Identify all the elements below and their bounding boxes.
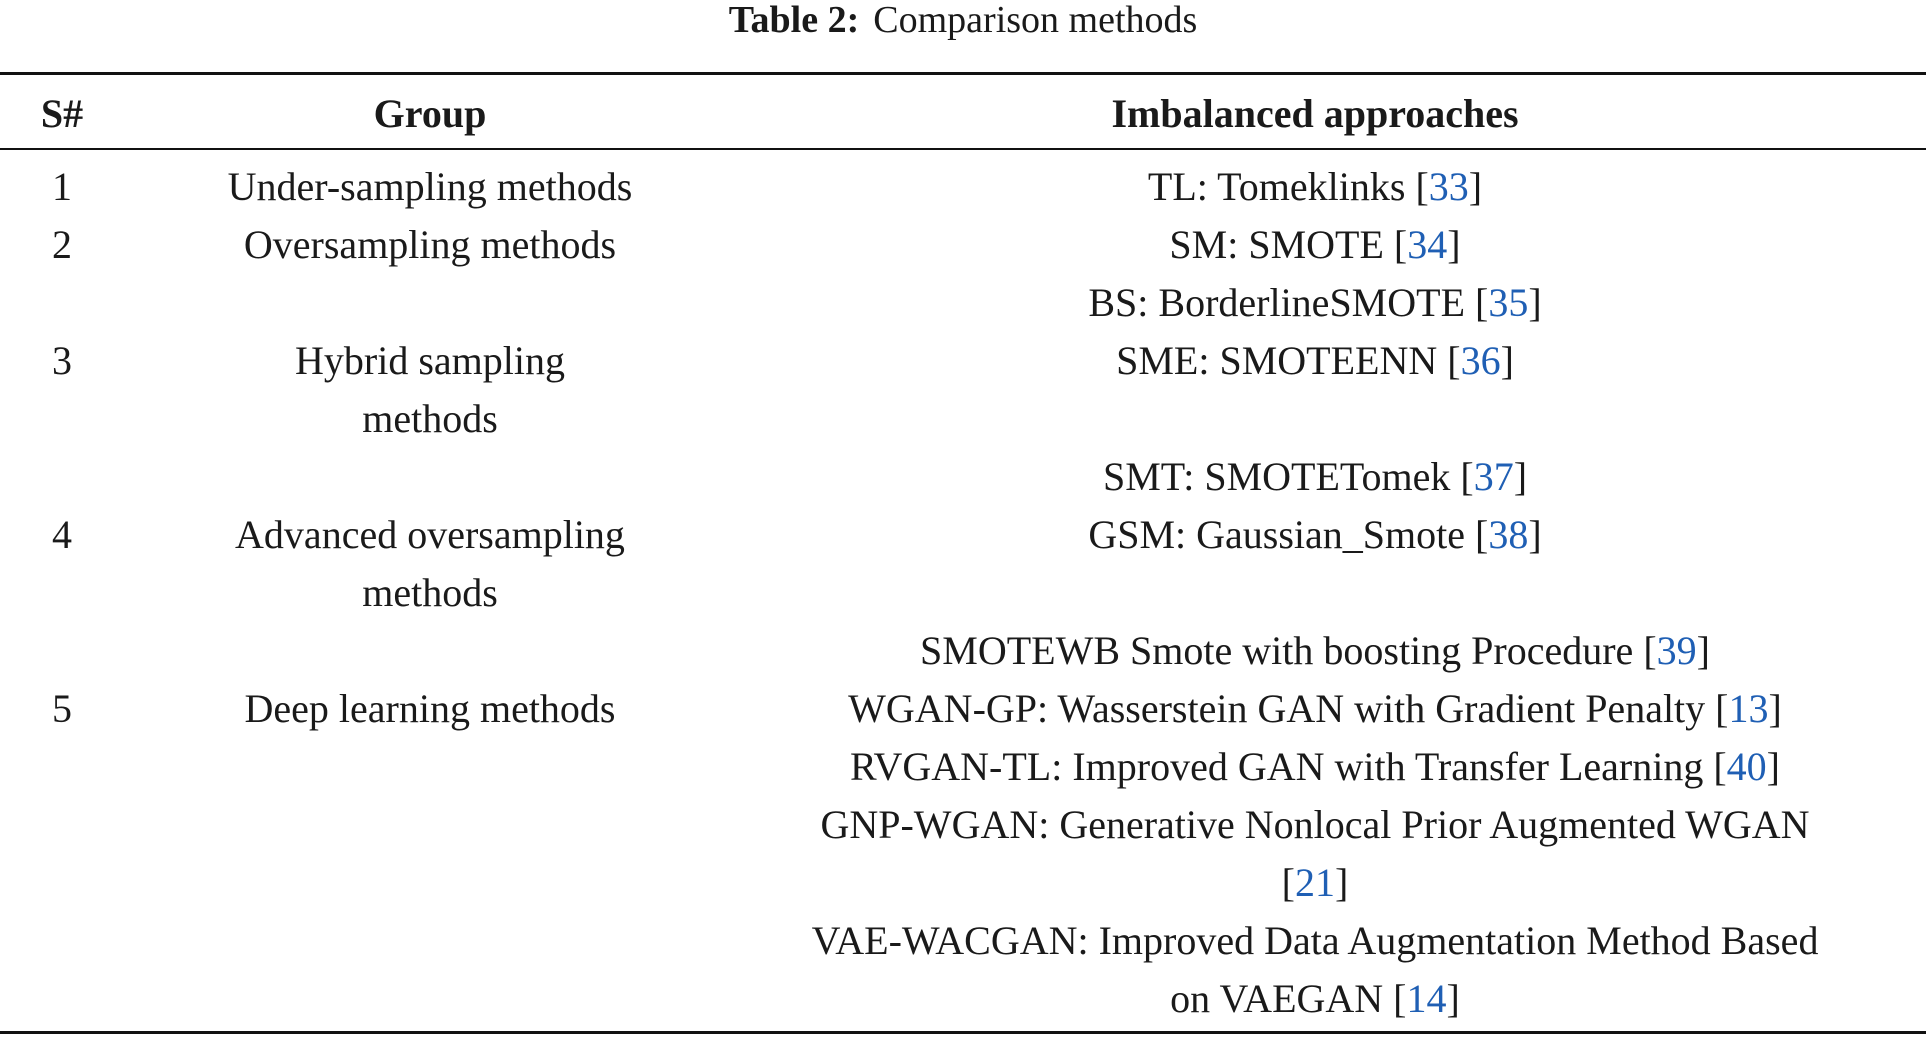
row-3-group-line2: methods bbox=[362, 396, 498, 441]
approach-bracket: ] bbox=[1468, 164, 1483, 209]
approach-smt bbox=[720, 448, 1910, 506]
approach-bs bbox=[720, 274, 1910, 332]
citation-link[interactable]: 33 bbox=[1428, 164, 1469, 209]
citation-link[interactable]: 40 bbox=[1726, 744, 1767, 789]
row-2-sn: 2 bbox=[52, 222, 72, 267]
row-5-group: Deep learning methods bbox=[244, 686, 616, 731]
approach-bracket: ] bbox=[1528, 512, 1542, 557]
row-1-sn: 1 bbox=[52, 164, 72, 209]
row-4-group-line1: Advanced oversampling bbox=[235, 512, 625, 557]
approach-bracket: ] bbox=[1335, 860, 1349, 905]
citation-link[interactable]: 38 bbox=[1488, 512, 1529, 557]
approach-text: GSM: Gaussian_Smote [ bbox=[1088, 512, 1489, 557]
caption-label: Table 2: bbox=[728, 0, 860, 41]
citation-link[interactable]: 21 bbox=[1295, 860, 1335, 905]
approach-text: SMOTEWB Smote with boosting Procedure [ bbox=[920, 628, 1657, 673]
citation-link[interactable]: 34 bbox=[1407, 222, 1448, 267]
approach-tl bbox=[720, 158, 1910, 216]
citation-link[interactable]: 37 bbox=[1473, 454, 1514, 499]
approach-text: WGAN-GP: Wasserstein GAN with Gradient Penalty [ bbox=[848, 686, 1729, 731]
approach-smotewb bbox=[720, 622, 1910, 680]
approach-bracket: ] bbox=[1500, 338, 1514, 383]
citation-link[interactable]: 35 bbox=[1488, 280, 1529, 325]
approach-sm bbox=[720, 216, 1910, 274]
row-4-group-line2: methods bbox=[362, 570, 498, 615]
citation-link[interactable]: 13 bbox=[1728, 686, 1769, 731]
approach-bracket: ] bbox=[1513, 454, 1528, 499]
caption-title: Comparison methods bbox=[873, 0, 1198, 41]
approach-text: [ bbox=[1281, 860, 1295, 905]
approach-text: on VAEGAN [ bbox=[1170, 976, 1407, 1021]
approach-gnp-wgan-line2 bbox=[720, 854, 1910, 912]
header-sn: S# bbox=[40, 91, 84, 136]
approach-bracket: ] bbox=[1446, 976, 1460, 1021]
row-4-sn: 4 bbox=[52, 512, 72, 557]
citation-link[interactable]: 14 bbox=[1406, 976, 1447, 1021]
row-1-group: Under-sampling methods bbox=[227, 164, 633, 209]
approach-bracket: ] bbox=[1766, 744, 1780, 789]
approach-vae-wacgan-line2 bbox=[720, 970, 1910, 1028]
citation-link[interactable]: 39 bbox=[1656, 628, 1697, 673]
approach-text: TL: Tomeklinks [ bbox=[1147, 164, 1429, 209]
approach-bracket: ] bbox=[1696, 628, 1710, 673]
citation-link[interactable]: 36 bbox=[1460, 338, 1501, 383]
header-approaches: Imbalanced approaches bbox=[1111, 91, 1519, 136]
approach-gsm bbox=[720, 506, 1910, 564]
approach-text: BS: BorderlineSMOTE [ bbox=[1088, 280, 1489, 325]
approach-text: SM: SMOTE [ bbox=[1169, 222, 1408, 267]
approach-vae-wacgan-line1: VAE-WACGAN: Improved Data Augmentation Method Based bbox=[811, 918, 1819, 963]
row-5-sn: 5 bbox=[52, 686, 72, 731]
approach-sme bbox=[720, 332, 1910, 390]
approach-gnp-wgan-line1: GNP-WGAN: Generative Nonlocal Prior Augmented WGAN bbox=[820, 802, 1810, 847]
row-3-group-line1: Hybrid sampling bbox=[295, 338, 565, 383]
approach-bracket: ] bbox=[1528, 280, 1542, 325]
approach-wgan-gp bbox=[720, 680, 1910, 738]
approach-text: RVGAN-TL: Improved GAN with Transfer Learning [ bbox=[850, 744, 1727, 789]
approach-rvgan-tl bbox=[720, 738, 1910, 796]
row-3-sn: 3 bbox=[52, 338, 72, 383]
approach-text: SME: SMOTEENN [ bbox=[1116, 338, 1461, 383]
header-group: Group bbox=[373, 91, 487, 136]
approach-text: SMT: SMOTETomek [ bbox=[1102, 454, 1474, 499]
row-2-group: Oversampling methods bbox=[243, 222, 617, 267]
approach-bracket: ] bbox=[1768, 686, 1782, 731]
approach-bracket: ] bbox=[1447, 222, 1461, 267]
